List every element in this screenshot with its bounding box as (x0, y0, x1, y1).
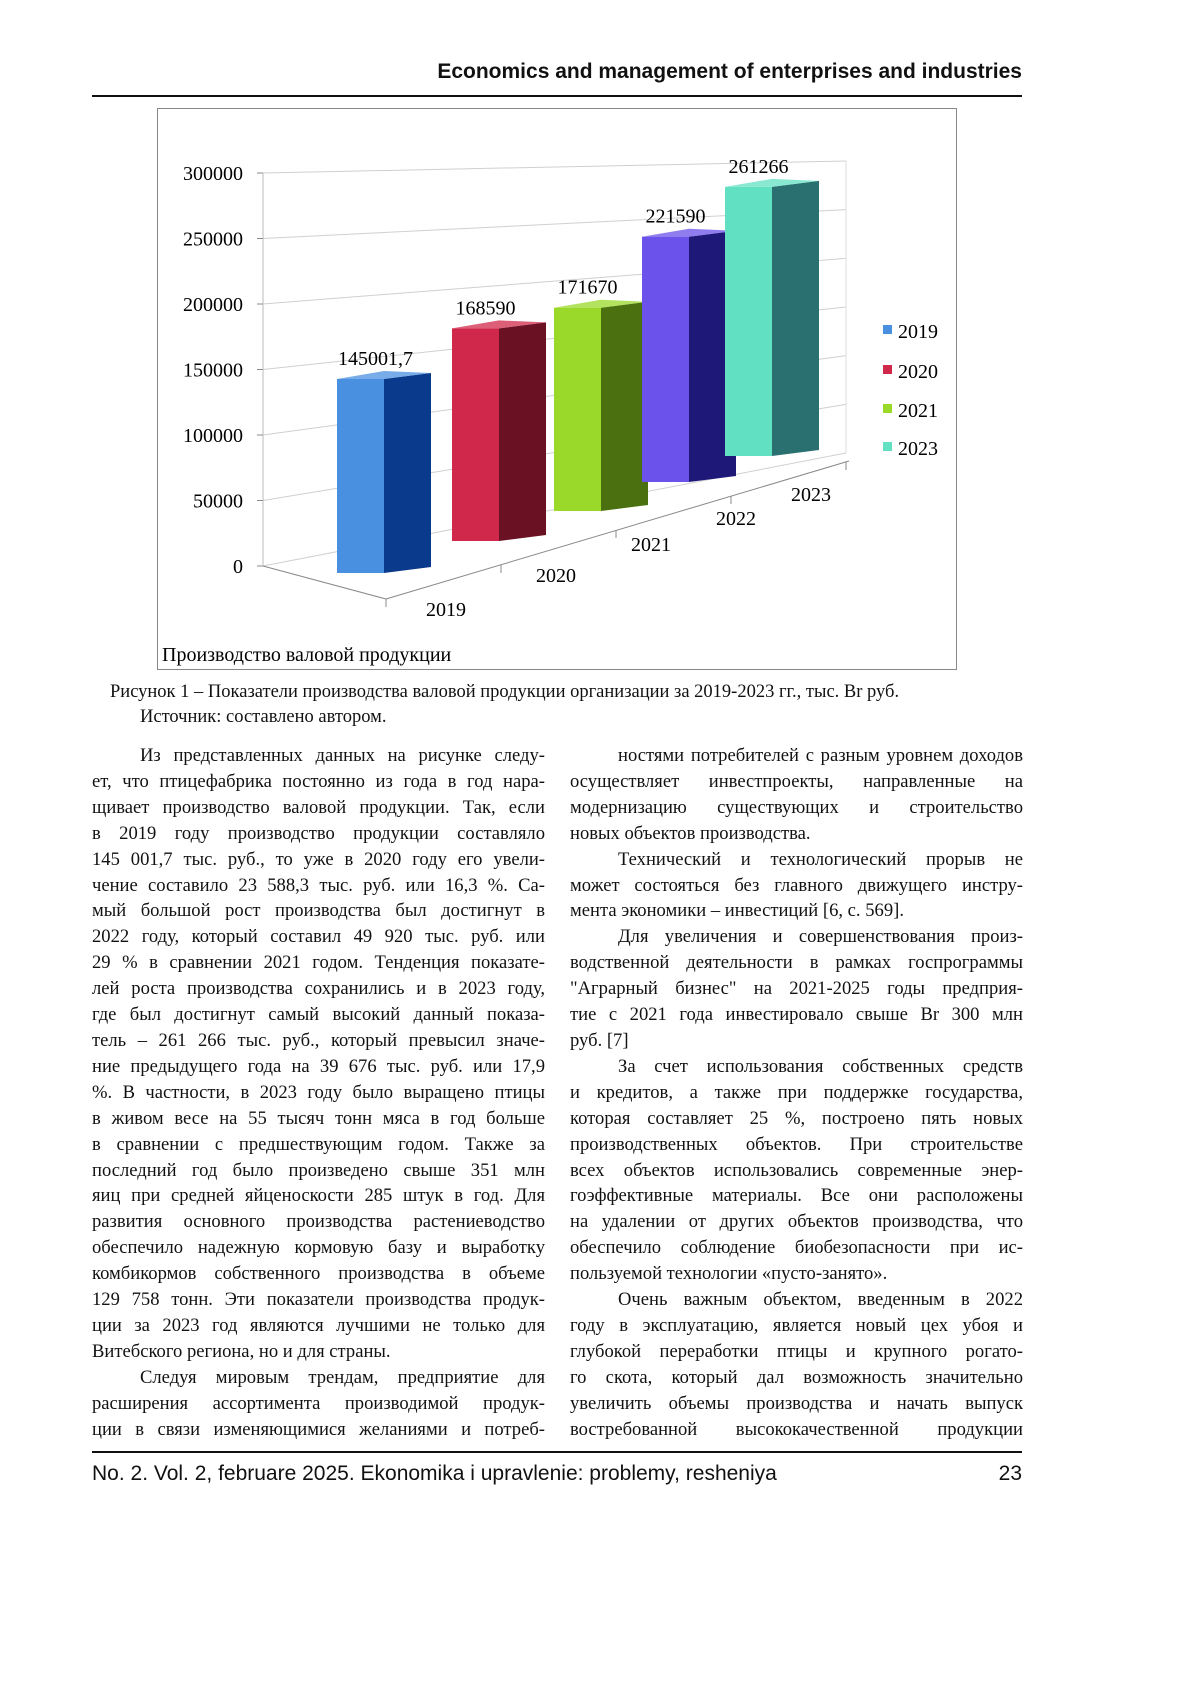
x-tick-label: 2023 (791, 484, 831, 506)
bar-side-2023 (772, 181, 819, 456)
x-tick-label: 2020 (536, 565, 576, 587)
text-line: За счет использования собственных средств (618, 1055, 1023, 1077)
text-line: %. В частности, в 2023 году было выращено птицы (92, 1081, 545, 1103)
text-line: где был достигнут самый высокий данный показа- (92, 1004, 545, 1026)
legend-swatch-2020 (883, 365, 892, 374)
y-tick-label: 150000 (183, 359, 243, 382)
x-tick-label: 2021 (631, 534, 671, 556)
chart-x-label: Производство валовой продукции (162, 644, 452, 666)
bar-2022 (642, 237, 689, 482)
text-line: ностями потребителей с разным уровнем доходов (618, 745, 1023, 766)
text-line: Следуя мировым трендам, предприятие для (140, 1366, 545, 1388)
x-tick-label: 2022 (716, 508, 756, 530)
text-line: 129 758 тонн. Эти показатели производства продук- (92, 1289, 545, 1311)
data-label: 171670 (557, 276, 618, 299)
footer-citation: No. 2. Vol. 2, februare 2025. Ekonomika i upravlenie: problemy, resheniya (92, 1462, 777, 1485)
text-line: в сравнении с предшествующим годом. Также за (92, 1133, 545, 1155)
text-line: 145 001,7 тыс. руб., то уже в 2020 году его увели- (92, 848, 545, 870)
y-tick-label: 100000 (183, 425, 243, 447)
text-line: последний год было произведено свыше 351 млн (92, 1159, 545, 1181)
legend-label: 2019 (898, 321, 938, 343)
bar-side-2020 (499, 322, 546, 541)
text-line: Технический и технологический прорыв не (618, 848, 1023, 870)
y-tick-label: 50000 (193, 490, 243, 513)
y-tick-label: 0 (233, 556, 243, 578)
data-label: 168590 (455, 297, 516, 320)
figure-caption (110, 680, 899, 730)
text-line: ние предыдущего года на 39 676 тыс. руб. или 17,9 (92, 1055, 545, 1077)
text-line: ции за 2023 год являются лучшими не только для (92, 1314, 545, 1336)
text-line: на удалении от других объектов производства, что (570, 1211, 1023, 1233)
y-tick-label: 200000 (183, 294, 243, 316)
x-tick-label: 2019 (426, 599, 466, 621)
legend-label: 2021 (898, 400, 938, 422)
text-line: в живом весе на 55 тысяч тонн мяса в год больше (92, 1107, 545, 1129)
text-line: гоэффективные материалы. Все они расположены (570, 1185, 1023, 1207)
bar-chart-3d (158, 109, 958, 671)
text-line: руб. [7] (570, 1029, 629, 1051)
text-line: водственной деятельности в рамках госпрограммы (570, 952, 1023, 974)
text-line: году в эксплуатацию, является новый цех убоя и (570, 1314, 1023, 1336)
figure-chart (157, 108, 957, 670)
page-number: 23 (998, 1462, 1022, 1485)
text-line: модернизацию существующих и строительство (570, 796, 1023, 818)
text-line: лей роста производства сохранились и в 2023 году, (92, 978, 545, 1000)
y-tick-label: 250000 (183, 228, 243, 251)
text-line: может состояться без главного движущего инстру- (570, 874, 1023, 896)
data-label: 261266 (728, 155, 789, 178)
text-line: обеспечило надежную кормовую базу и выработку (92, 1237, 545, 1259)
text-line: мый большой рост производства был достигнут в (92, 900, 545, 922)
caption-title: Рисунок 1 – Показатели производства валовой продукции организации за 2019-2023 гг., тыс. Br руб. (110, 682, 900, 702)
legend-label: 2020 (898, 361, 938, 383)
text-line: востребованной высококачественной продукции (570, 1418, 1023, 1440)
bar-side-2021 (601, 302, 648, 511)
text-line: глубокой переработки птицы и крупного рогато- (570, 1340, 1023, 1362)
text-line: чение составило 23 588,3 тыс. руб. или 16,3 %. Са- (92, 874, 545, 896)
bar-2020 (452, 328, 499, 541)
legend-swatch-2023 (883, 442, 892, 451)
text-line: тель – 261 266 тыс. руб., который превысил значе- (92, 1029, 545, 1051)
text-line: всех объектов использовались современные энер- (570, 1159, 1023, 1181)
text-line: 2022 году, который составил 49 920 тыс. руб. или (92, 926, 545, 948)
text-line: мента экономики – инвестиций [6, с. 569]. (570, 900, 904, 922)
bar-2023 (725, 187, 772, 456)
text-line: увеличить объемы производства и начать выпуск (570, 1392, 1023, 1414)
text-line: Очень важным объектом, введенным в 2022 (618, 1289, 1023, 1311)
bar-2021 (554, 308, 601, 511)
text-line: Из представленных данных на рисунке следу- (140, 745, 545, 766)
legend-label: 2023 (898, 438, 938, 460)
text-line: комбикормов собственного производства в объеме (92, 1263, 545, 1285)
text-line: развития основного производства растениеводство (92, 1211, 545, 1233)
data-label: 145001,7 (338, 347, 413, 370)
footer-rule (92, 1451, 1022, 1453)
text-line: Витебского региона, но и для страны. (92, 1340, 391, 1362)
text-line: которая составляет 25 %, построено пять новых (570, 1107, 1023, 1129)
text-line: производственных объектов. При строительстве (570, 1133, 1023, 1155)
running-header: Economics and management of enterprises and industries (437, 60, 1022, 83)
data-label: 221590 (645, 205, 706, 228)
text-line: ет, что птицефабрика постоянно из года в год нара- (92, 770, 545, 792)
text-line: осуществляет инвестпроекты, направленные на (570, 770, 1023, 792)
text-line: расширения ассортимента производимой продук- (92, 1392, 545, 1414)
text-line: яиц при средней яйценоскости 285 штук в год. Для (92, 1185, 545, 1207)
caption-source: Источник: составлено автором. (140, 707, 387, 727)
text-line: тие с 2021 года инвестировало свыше Br 300 млн (570, 1004, 1023, 1026)
text-column-left (92, 743, 545, 1442)
text-line: новых объектов производства. (570, 822, 811, 844)
text-line: Для увеличения и совершенствования произ- (618, 926, 1023, 948)
text-line: пользуемой технологии «пусто-занято». (570, 1263, 888, 1285)
text-column-right (570, 743, 1023, 1442)
bar-side-2019 (384, 373, 431, 573)
bar-2019 (337, 379, 384, 573)
y-tick-label: 300000 (183, 163, 243, 185)
legend-swatch-2021 (883, 404, 892, 413)
text-line: "Аграрный бизнес" на 2021-2025 годы предприя- (570, 978, 1023, 1000)
text-line: 29 % в сравнении 2021 годом. Тенденция показате- (92, 952, 545, 974)
legend-swatch-2019 (883, 325, 892, 334)
text-line: в 2019 году производство продукции составляло (92, 822, 545, 844)
page-footer (92, 1462, 1022, 1486)
text-line: ции в связи изменяющимися желаниями и потреб- (92, 1418, 545, 1440)
text-line: го скота, который дал возможность значительно (570, 1366, 1023, 1388)
text-line: обеспечило соблюдение биобезопасности при ис- (570, 1237, 1023, 1259)
text-line: и кредитов, а также при поддержке государства, (570, 1081, 1023, 1103)
header-rule (92, 95, 1022, 97)
text-line: щивает производство валовой продукции. Так, если (92, 796, 545, 818)
